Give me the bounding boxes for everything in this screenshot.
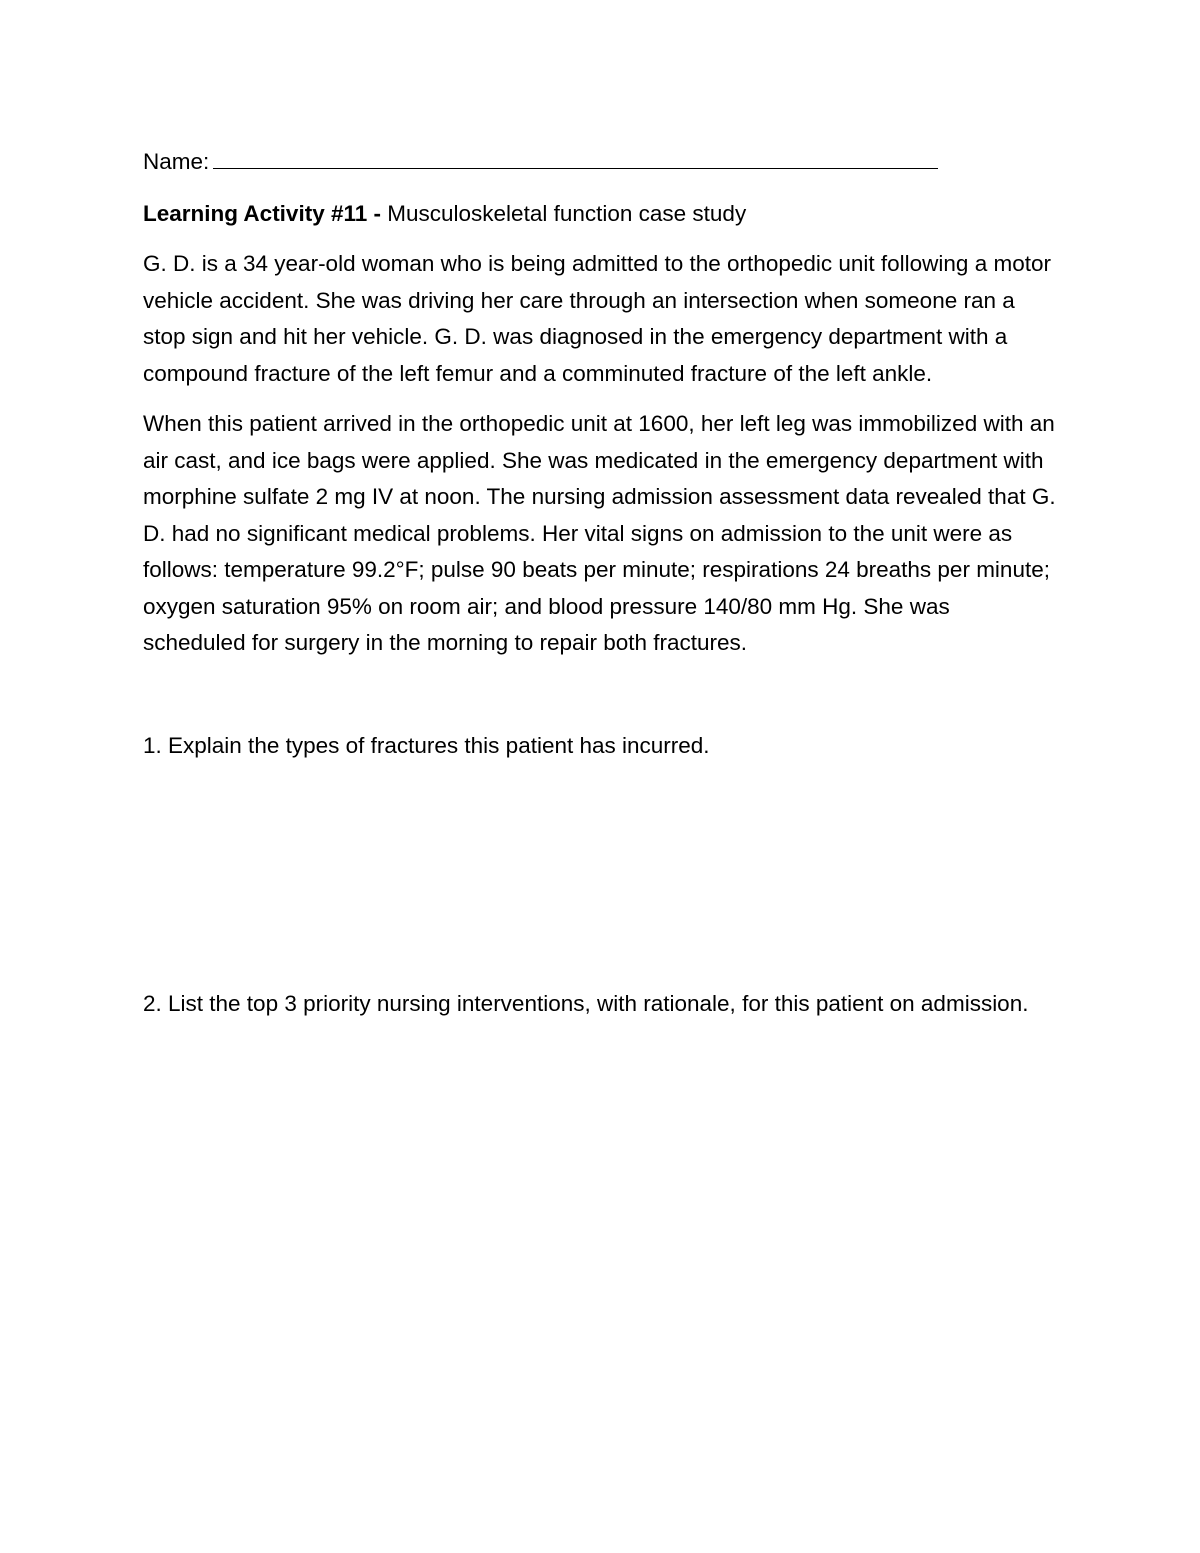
question-1: 1. Explain the types of fractures this patient has incurred. xyxy=(143,732,710,758)
name-line xyxy=(143,142,1058,181)
name-label: Name: xyxy=(143,149,210,174)
case-paragraph-2: When this patient arrived in the orthopedic unit at 1600, her left leg was immobilized with an air cast, and ice bags were applied. She was medicated in the emergency department with morphine sulfate 2 mg IV at noon. The nursing admission assessment data revealed that G. D. had no significant medical problems. Her vital signs on admission to the unit were as follows: temperature 99.2°F; pulse 90 beats per minute; respirations 24 breaths per minute; oxygen saturation 95% on room air; and blood pressure 140/80 mm Hg. She was scheduled for surgery in the morning to repair both fractures. xyxy=(143,411,1056,655)
activity-title-bold: Learning Activity #11 - xyxy=(143,200,381,226)
question-2: 2. List the top 3 priority nursing interventions, with rationale, for this patient on admission. xyxy=(143,991,1029,1016)
document-content xyxy=(143,142,1058,1023)
case-paragraph-1: G. D. is a 34 year-old woman who is being admitted to the orthopedic unit following a motor vehicle accident. She was driving her care through an intersection when someone ran a stop sign and hit her vehicle. G. D. was diagnosed in the emergency department with a compound fracture of the left femur and a comminuted fracture of the left ankle. xyxy=(143,251,1051,386)
activity-title xyxy=(143,196,1058,233)
activity-title-subject: Musculoskeletal function case study xyxy=(387,200,747,226)
name-blank-line xyxy=(213,142,938,169)
